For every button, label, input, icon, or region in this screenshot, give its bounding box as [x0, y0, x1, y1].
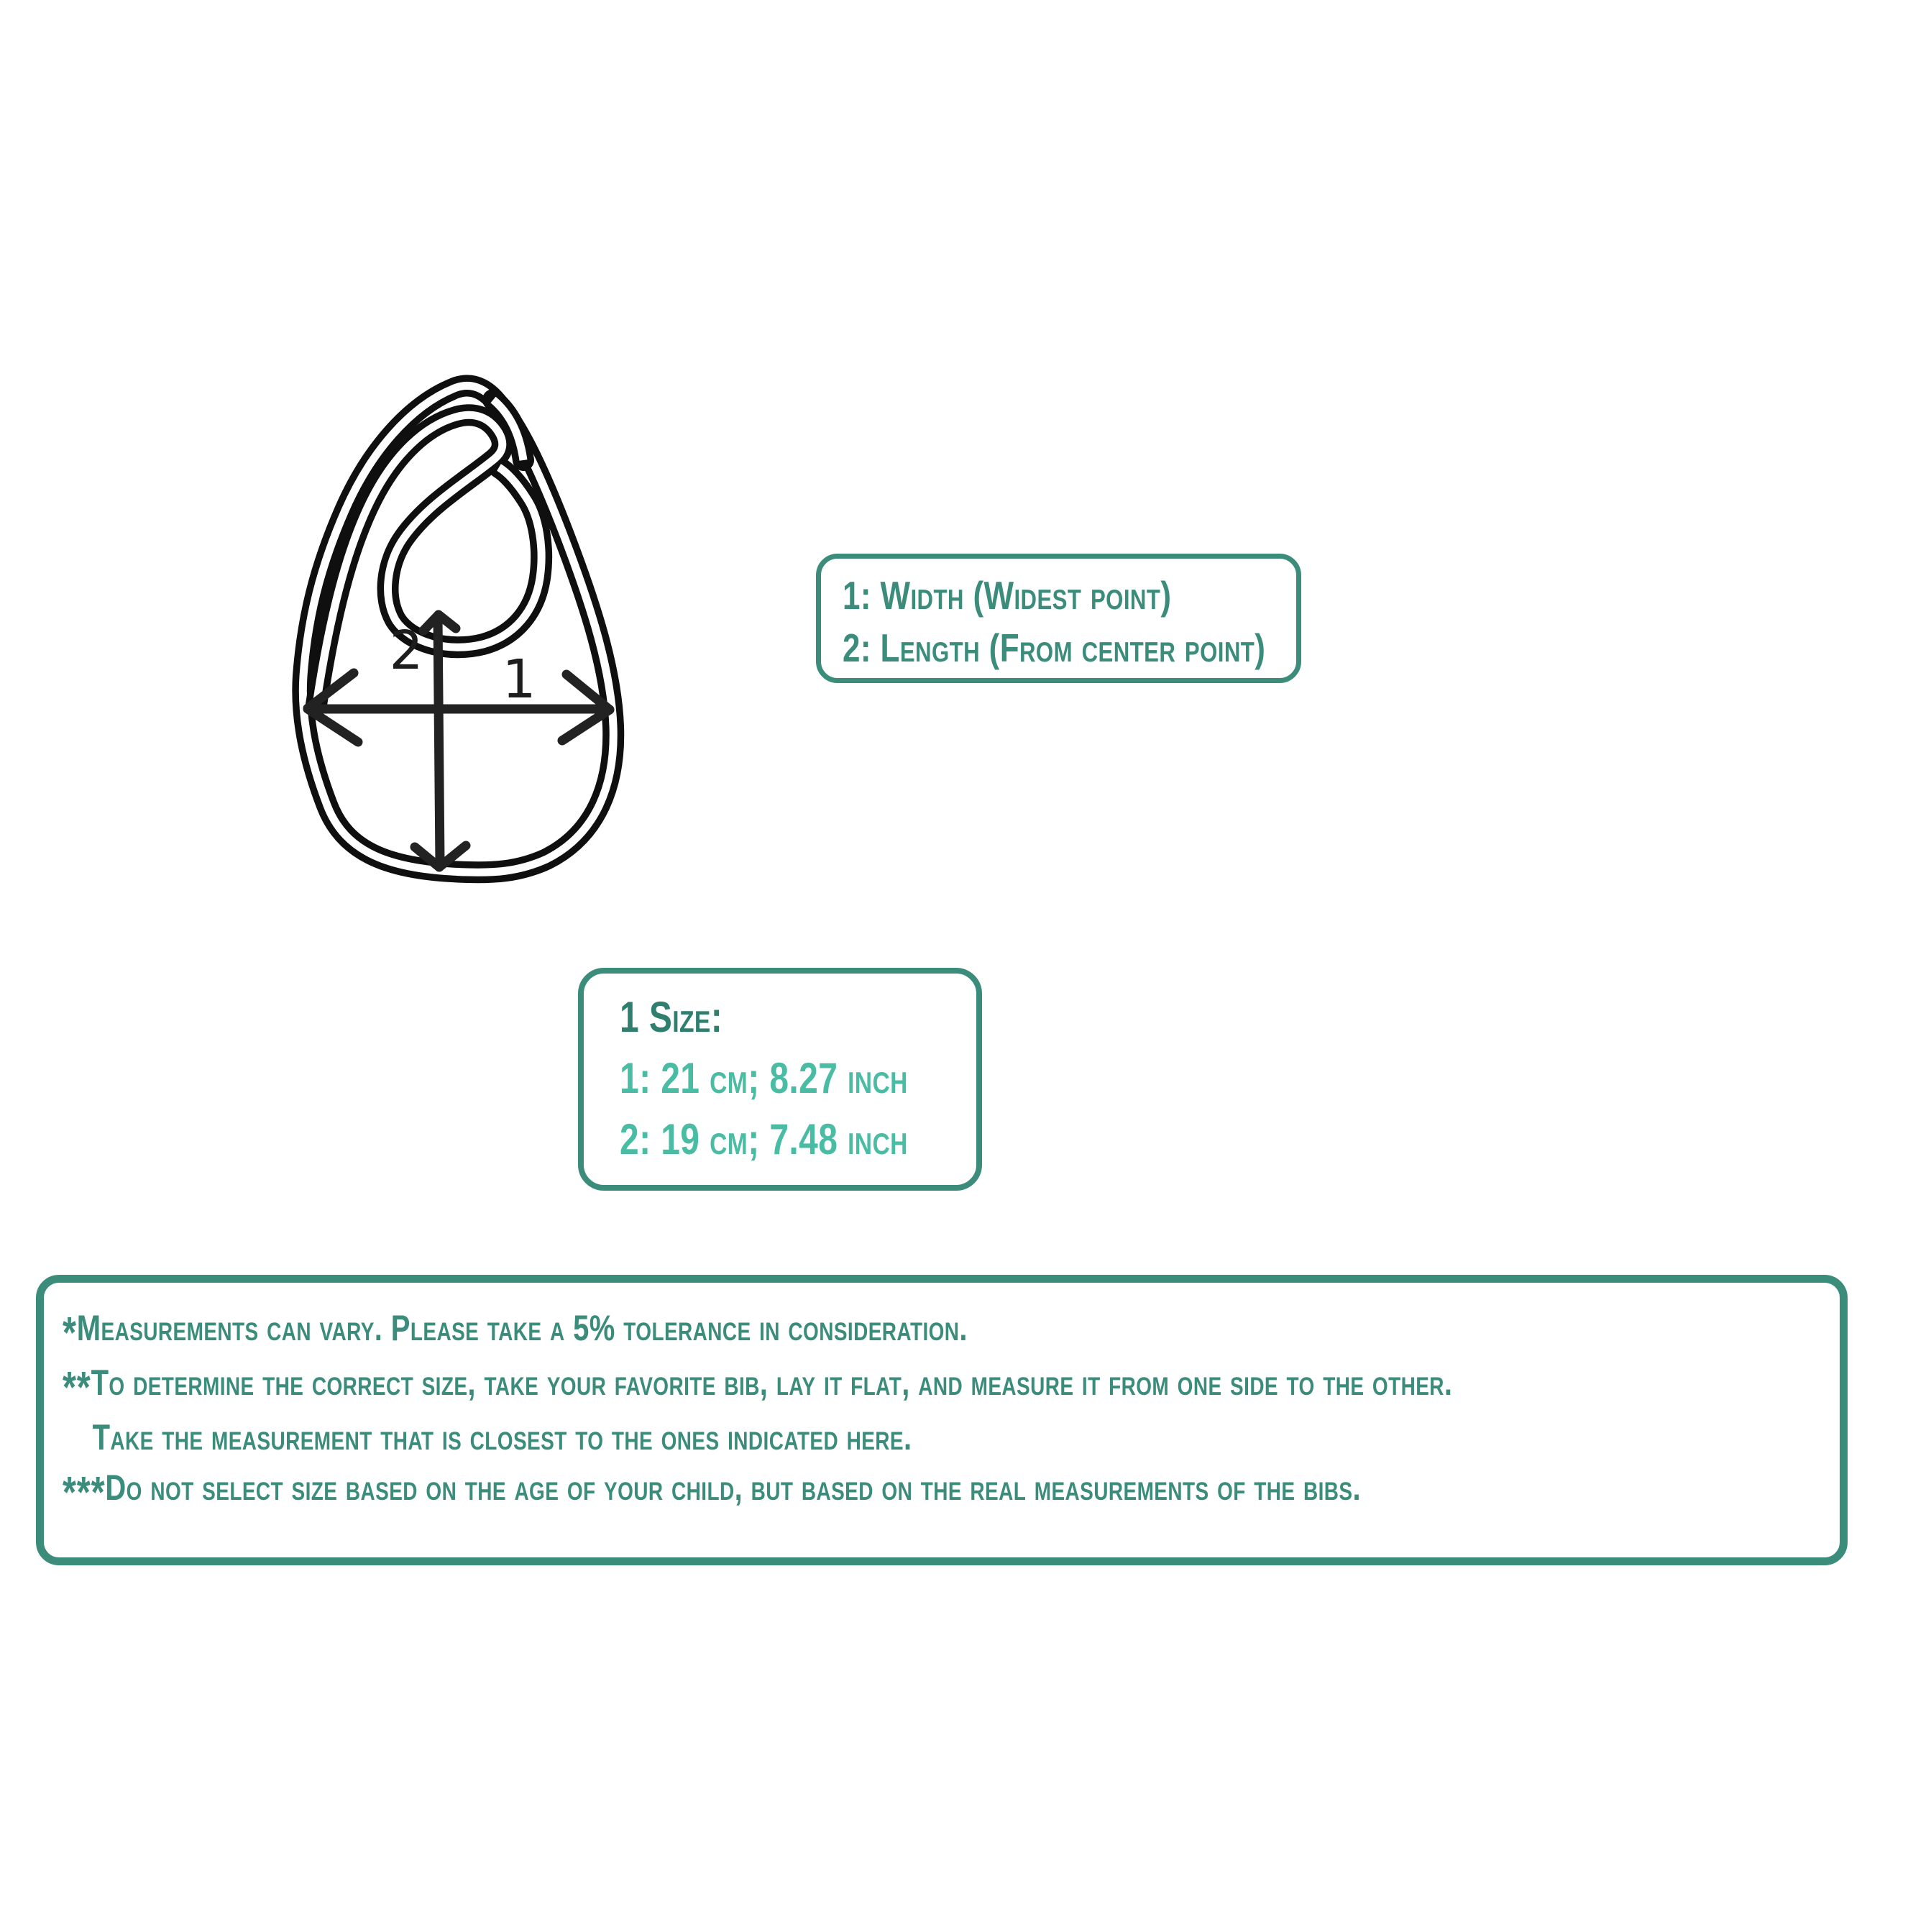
note-text: Do not select size based on the age of your child, but based on the real measurements of the bibs. [105, 1467, 1361, 1508]
asterisk-prefix: ** [63, 1362, 91, 1411]
note-text: To determine the correct size, take your favorite bib, lay it flat, and measure it from one side to the other. [91, 1362, 1453, 1403]
legend-length-line: 2: Length (From center point) [843, 626, 1266, 670]
note-text: Take the measurement that is closest to the ones indicated here. [92, 1416, 912, 1457]
size-length-value: 2: 19 cm; 7.48 inch [620, 1115, 908, 1163]
note-tolerance [63, 1303, 1470, 1358]
asterisk-prefix: *** [63, 1467, 106, 1516]
size-box-title: 1 Size: [620, 993, 723, 1041]
legend-width-line: 1: Width (Widest point) [843, 573, 1172, 618]
measure-label-length: 2 [389, 620, 423, 682]
size-box [578, 968, 982, 1191]
notes-box [36, 1275, 1848, 1565]
measure-label-width: 1 [502, 649, 536, 710]
note-how-to-measure [63, 1358, 1470, 1412]
bib-diagram [273, 360, 661, 906]
size-width-value: 1: 21 cm; 8.27 inch [620, 1054, 908, 1102]
note-size-selection [63, 1462, 1470, 1517]
note-closest-measurement [63, 1412, 1470, 1462]
note-text: Measurements can vary. Please take a 5% tolerance in consideration. [76, 1308, 968, 1348]
asterisk-prefix: * [63, 1307, 77, 1357]
legend-box [816, 554, 1301, 683]
